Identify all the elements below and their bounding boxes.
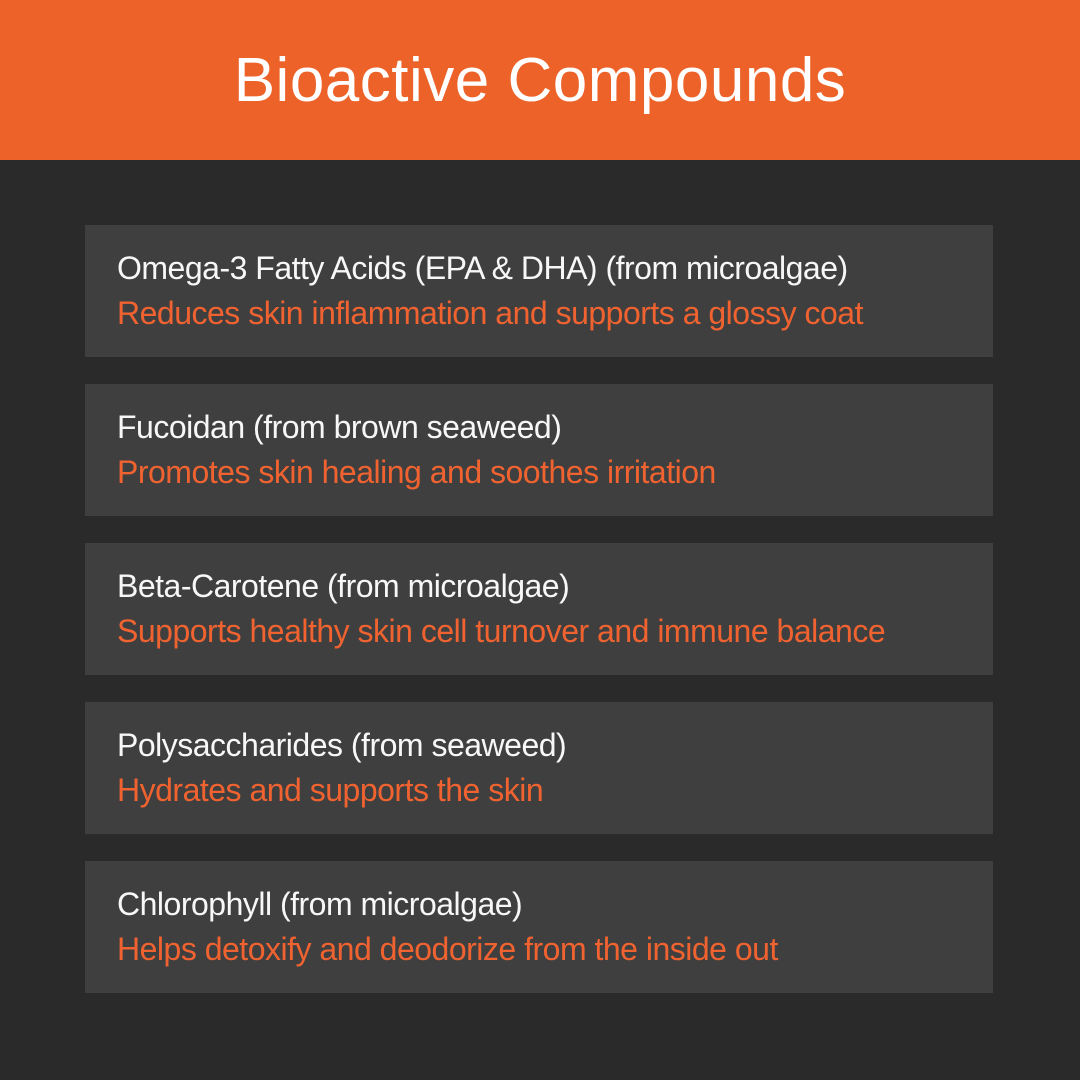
header-banner bbox=[0, 0, 1080, 160]
compound-benefit: Promotes skin healing and soothes irritation bbox=[117, 454, 716, 490]
page-title: Bioactive Compounds bbox=[233, 45, 847, 115]
compound-benefit: Helps detoxify and deodorize from the inside out bbox=[117, 931, 778, 967]
compound-card bbox=[85, 384, 993, 516]
compound-name: Chlorophyll (from microalgae) bbox=[117, 886, 523, 923]
compound-list bbox=[85, 225, 993, 993]
compound-card bbox=[85, 702, 993, 834]
compound-card bbox=[85, 861, 993, 993]
compound-name: Polysaccharides (from seaweed) bbox=[117, 727, 567, 764]
compound-benefit: Hydrates and supports the skin bbox=[117, 772, 544, 808]
compound-benefit: Supports healthy skin cell turnover and immune balance bbox=[117, 613, 886, 649]
compound-card bbox=[85, 543, 993, 675]
compound-name: Beta-Carotene (from microalgae) bbox=[117, 568, 570, 605]
compound-card bbox=[85, 225, 993, 357]
compound-name: Fucoidan (from brown seaweed) bbox=[117, 409, 562, 446]
compound-benefit: Reduces skin inflammation and supports a glossy coat bbox=[117, 295, 863, 331]
compound-name: Omega-3 Fatty Acids (EPA & DHA) (from microalgae) bbox=[117, 250, 848, 287]
